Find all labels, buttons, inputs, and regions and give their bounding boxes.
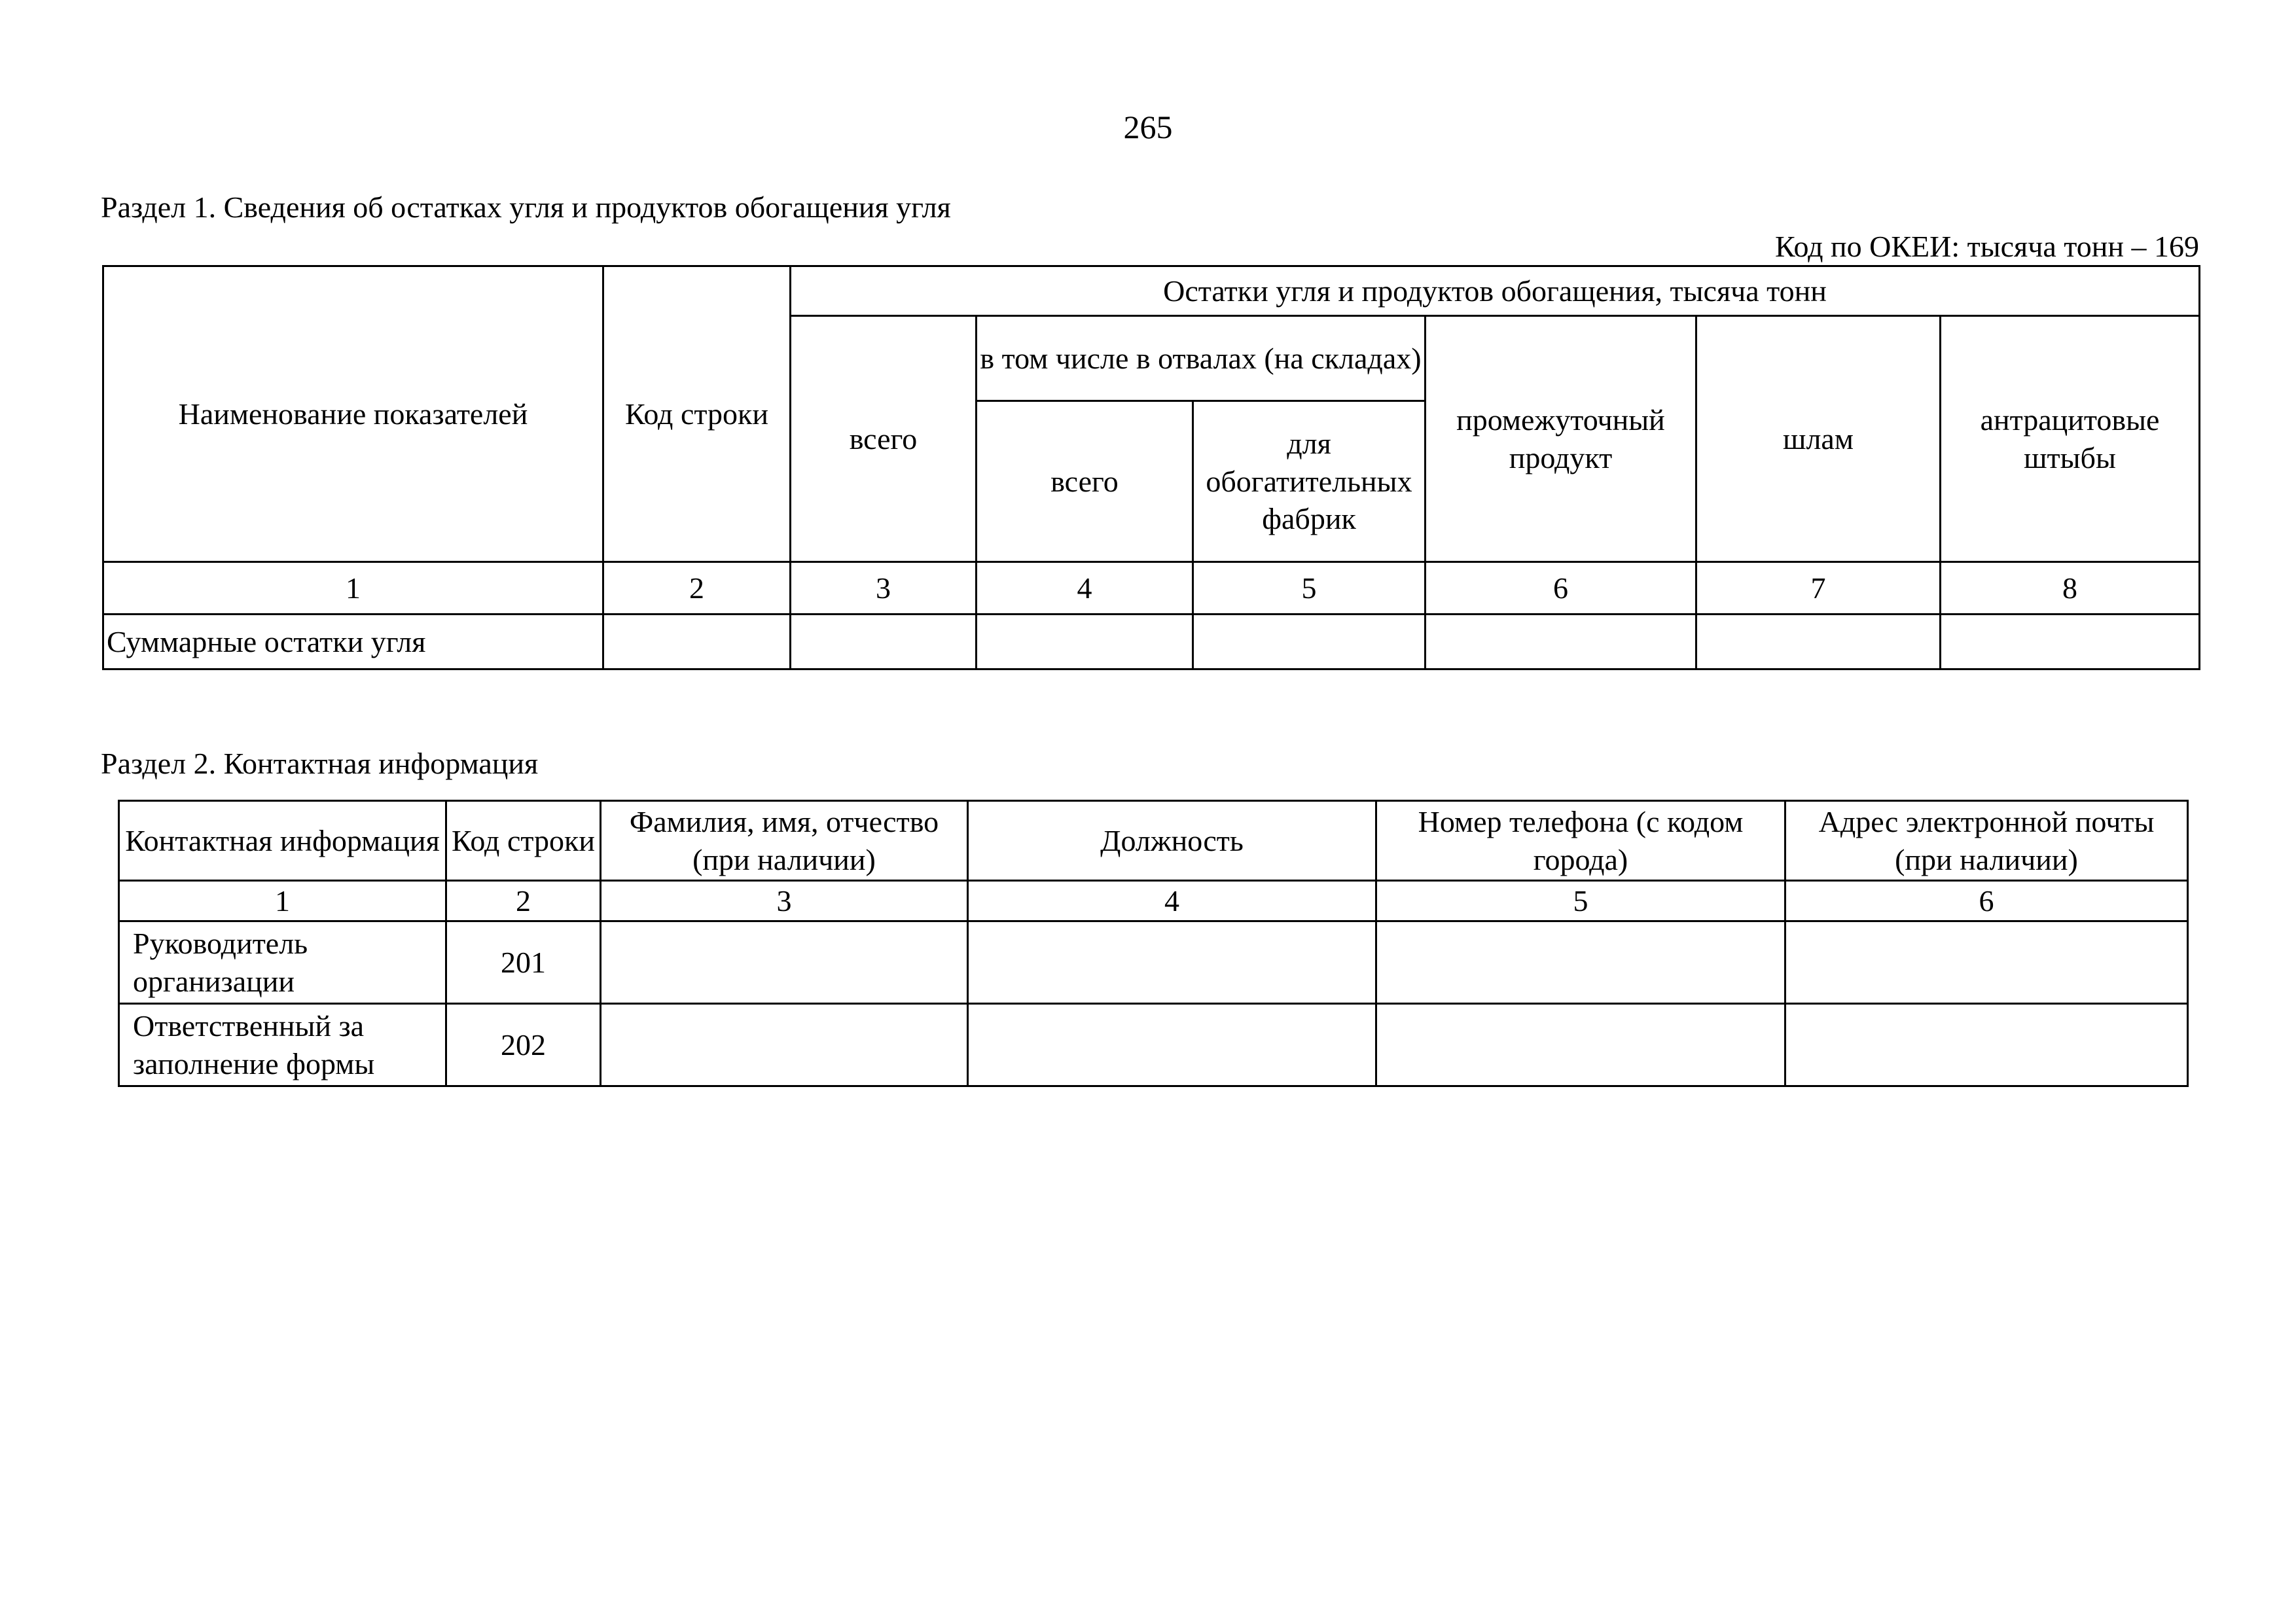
section-2-table: [118, 800, 2189, 1087]
input-cell-anthracite[interactable]: [1941, 615, 2200, 669]
column-number: 2: [446, 881, 601, 921]
section-1-table: [102, 265, 2200, 670]
okei-code: Код по ОКЕИ: тысяча тонн – 169: [1775, 230, 2199, 263]
column-number: 8: [1941, 562, 2200, 615]
header-sludge: шлам: [1696, 316, 1941, 562]
header-full-name: Фамилия, имя, отчество (при наличии): [601, 801, 968, 881]
section-1-title: Раздел 1. Сведения об остатках угля и продуктов обогащения угля: [101, 190, 951, 224]
header-position: Должность: [968, 801, 1376, 881]
header-contact-info: Контактная информация: [119, 801, 446, 881]
column-number-row: [103, 562, 2200, 615]
header-code: Код строки: [446, 801, 601, 881]
column-number: 5: [1193, 562, 1426, 615]
input-cell-dumps-total[interactable]: [977, 615, 1193, 669]
input-cell-full-name[interactable]: [601, 921, 968, 1004]
header-anthracite: антрацитовые штыбы: [1941, 316, 2200, 562]
input-cell-intermediate[interactable]: [1426, 615, 1696, 669]
column-number: 3: [791, 562, 977, 615]
page-number: 265: [1123, 109, 1173, 145]
row-code[interactable]: [603, 615, 791, 669]
input-cell-sludge[interactable]: [1696, 615, 1941, 669]
column-number: 4: [977, 562, 1193, 615]
column-number: 3: [601, 881, 968, 921]
row-name: Руководитель организации: [119, 921, 446, 1004]
column-number: 5: [1376, 881, 1785, 921]
header-intermediate: промежуточный продукт: [1426, 316, 1696, 562]
header-email: Адрес электронной почты (при наличии): [1785, 801, 2188, 881]
row-name: Суммарные остатки угля: [103, 615, 603, 669]
column-number: 7: [1696, 562, 1941, 615]
input-cell-position[interactable]: [968, 921, 1376, 1004]
header-name: Наименование показателей: [103, 266, 603, 562]
header-dumps-total: всего: [977, 401, 1193, 562]
column-number: 6: [1785, 881, 2188, 921]
header-dumps-group: в том числе в отвалах (на складах): [977, 316, 1426, 401]
row-name: Ответственный за заполнение формы: [119, 1004, 446, 1086]
table-row: [119, 1004, 2188, 1086]
input-cell-for-plants[interactable]: [1193, 615, 1426, 669]
header-remainders-group: Остатки угля и продуктов обогащения, тысяча тонн: [791, 266, 2200, 316]
input-cell-phone[interactable]: [1376, 921, 1785, 1004]
table-row: [119, 921, 2188, 1004]
header-phone: Номер телефона (с кодом города): [1376, 801, 1785, 881]
input-cell-position[interactable]: [968, 1004, 1376, 1086]
column-number: 1: [103, 562, 603, 615]
header-total: всего: [791, 316, 977, 562]
column-number: 1: [119, 881, 446, 921]
column-number: 4: [968, 881, 1376, 921]
section-2-title: Раздел 2. Контактная информация: [101, 747, 539, 780]
input-cell-email[interactable]: [1785, 921, 2188, 1004]
column-number: 6: [1426, 562, 1696, 615]
header-for-plants: для обогатительных фабрик: [1193, 401, 1426, 562]
column-number-row: [119, 881, 2188, 921]
header-code: Код строки: [603, 266, 791, 562]
table-row: [103, 615, 2200, 669]
row-code: 201: [446, 921, 601, 1004]
row-code: 202: [446, 1004, 601, 1086]
column-number: 2: [603, 562, 791, 615]
input-cell-phone[interactable]: [1376, 1004, 1785, 1086]
input-cell-email[interactable]: [1785, 1004, 2188, 1086]
input-cell-total[interactable]: [791, 615, 977, 669]
input-cell-full-name[interactable]: [601, 1004, 968, 1086]
